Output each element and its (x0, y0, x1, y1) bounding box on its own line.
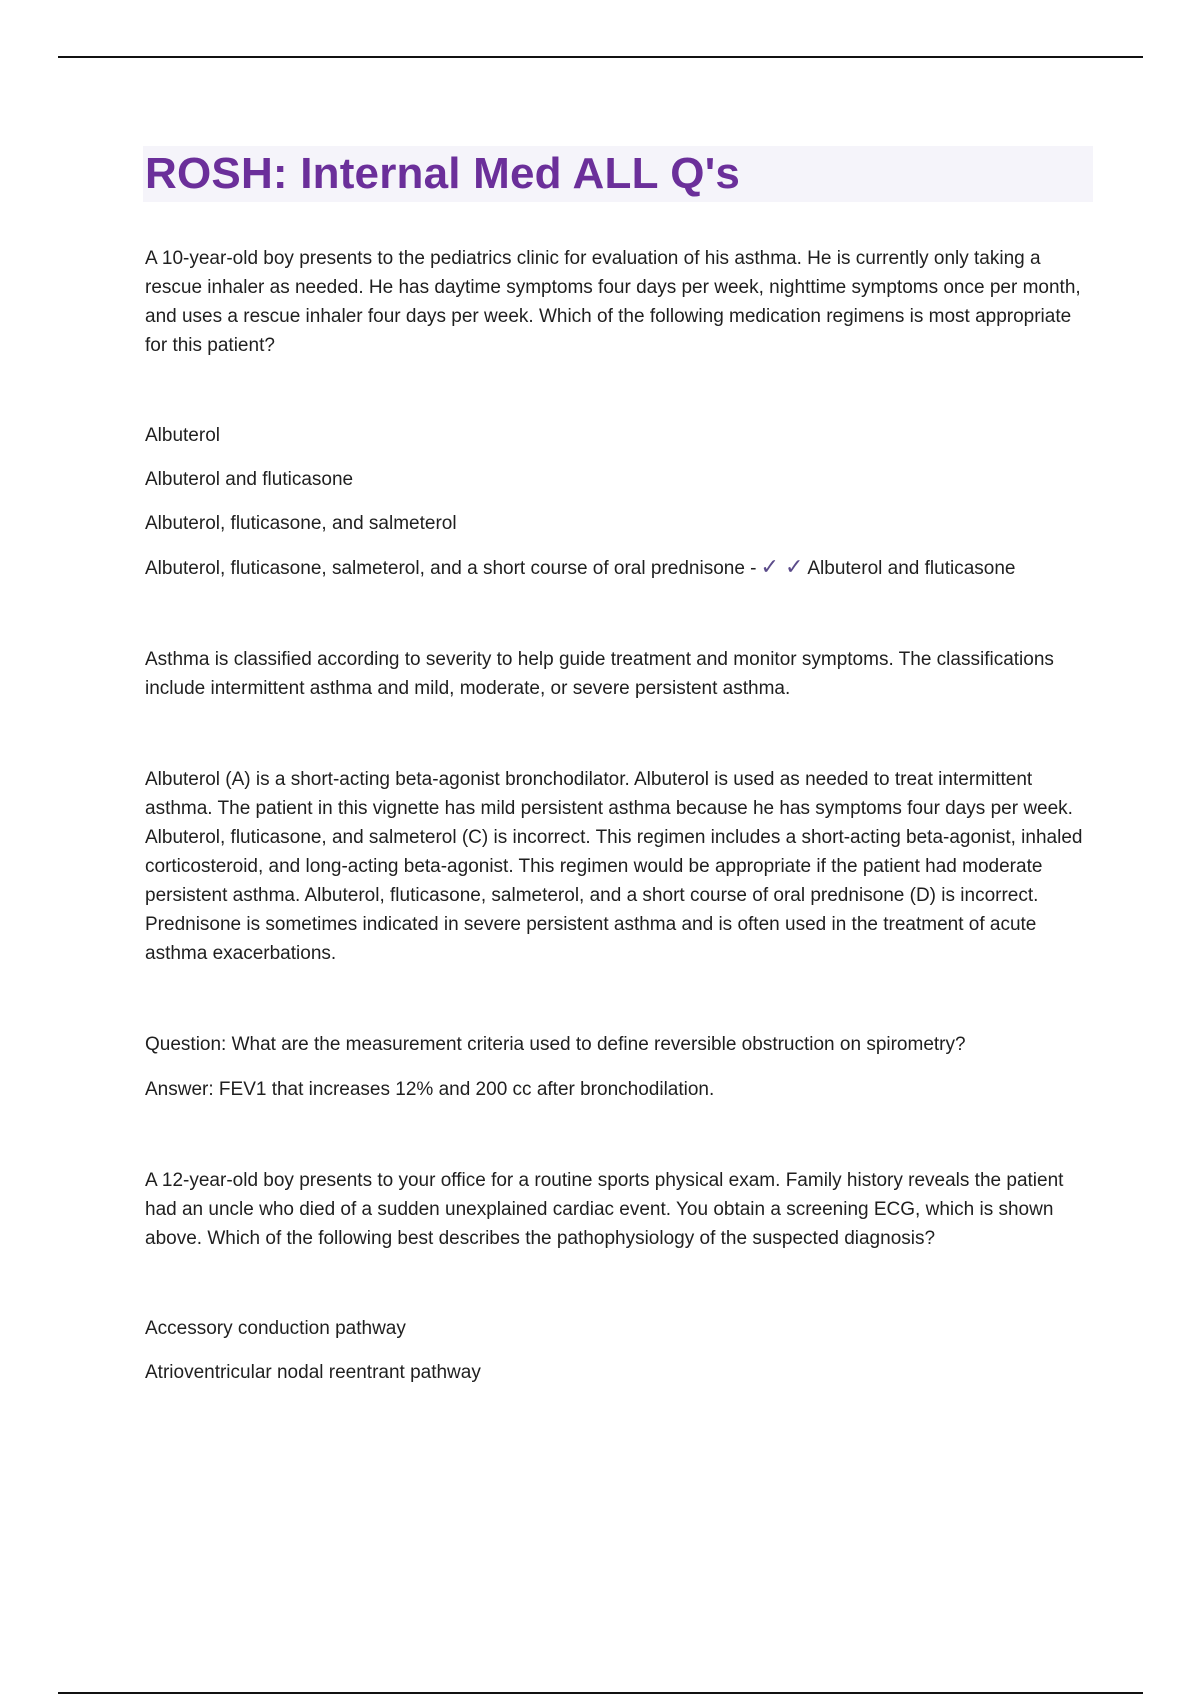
question-2-option-b: Atrioventricular nodal reentrant pathway (145, 1362, 481, 1383)
question-1-option-d: Albuterol, fluticasone, salmeterol, and a short course of oral prednisone - (145, 558, 757, 579)
checkmark-icon: ✓ (784, 554, 804, 579)
document-title: ROSH: Internal Med ALL Q's (145, 149, 741, 198)
question-1-answer: Albuterol and fluticasone (807, 558, 1016, 579)
title-bar (143, 146, 1093, 202)
question-1-option-a: Albuterol (145, 425, 220, 446)
qa-question: Question: What are the measurement criteria used to define reversible obstruction on spirometry? (145, 1034, 966, 1055)
question-1-option-d-with-answer (145, 554, 1093, 583)
document-body (145, 146, 1093, 1387)
question-1-option-c: Albuterol, fluticasone, and salmeterol (145, 513, 457, 534)
checkmark-icon: ✓ (760, 554, 779, 579)
question-1-explanation-2: Albuterol (A) is a short-acting beta-agonist bronchodilator. Albuterol is used as needed to treat intermittent asthma. The patient in this vignette has mild persistent asthma because he has symptoms four days per week. Albuterol, fluticasone, and salmeterol (C) is incorrect. This regimen includes a short-acting beta-agonist, inhaled corticosteroid, and long-acting beta-agonist. This regimen would be appropriate if the patient had moderate persistent asthma. Albuterol, fluticasone, salmeterol, and a short course of oral prednisone (D) is incorrect. Prednisone is sometimes indicated in severe persistent asthma and is often used in the treatment of acute asthma exacerbations. (145, 769, 1083, 964)
question-1-stem: A 10-year-old boy presents to the pediatrics clinic for evaluation of his asthma. He is currently only taking a rescue inhaler as needed. He has daytime symptoms four days per week, nighttime symptoms once per month, and uses a rescue inhaler four days per week. Which of the following medication regimens is most appropriate for this patient? (145, 248, 1081, 356)
qa-answer: Answer: FEV1 that increases 12% and 200 cc after bronchodilation. (145, 1079, 715, 1100)
top-rule (58, 56, 1143, 58)
question-1-option-b: Albuterol and fluticasone (145, 469, 354, 490)
bottom-rule (58, 1692, 1143, 1694)
question-1-explanation-1: Asthma is classified according to severity to help guide treatment and monitor symptoms. The classifications include intermittent asthma and mild, moderate, or severe persistent asthma. (145, 649, 1054, 699)
question-2-stem: A 12-year-old boy presents to your office for a routine sports physical exam. Family history reveals the patient had an uncle who died of a sudden unexplained cardiac event. You obtain a screening ECG, which is shown above. Which of the following best describes the pathophysiology of the suspected diagnosis? (145, 1170, 1064, 1249)
question-2-option-a: Accessory conduction pathway (145, 1318, 406, 1339)
